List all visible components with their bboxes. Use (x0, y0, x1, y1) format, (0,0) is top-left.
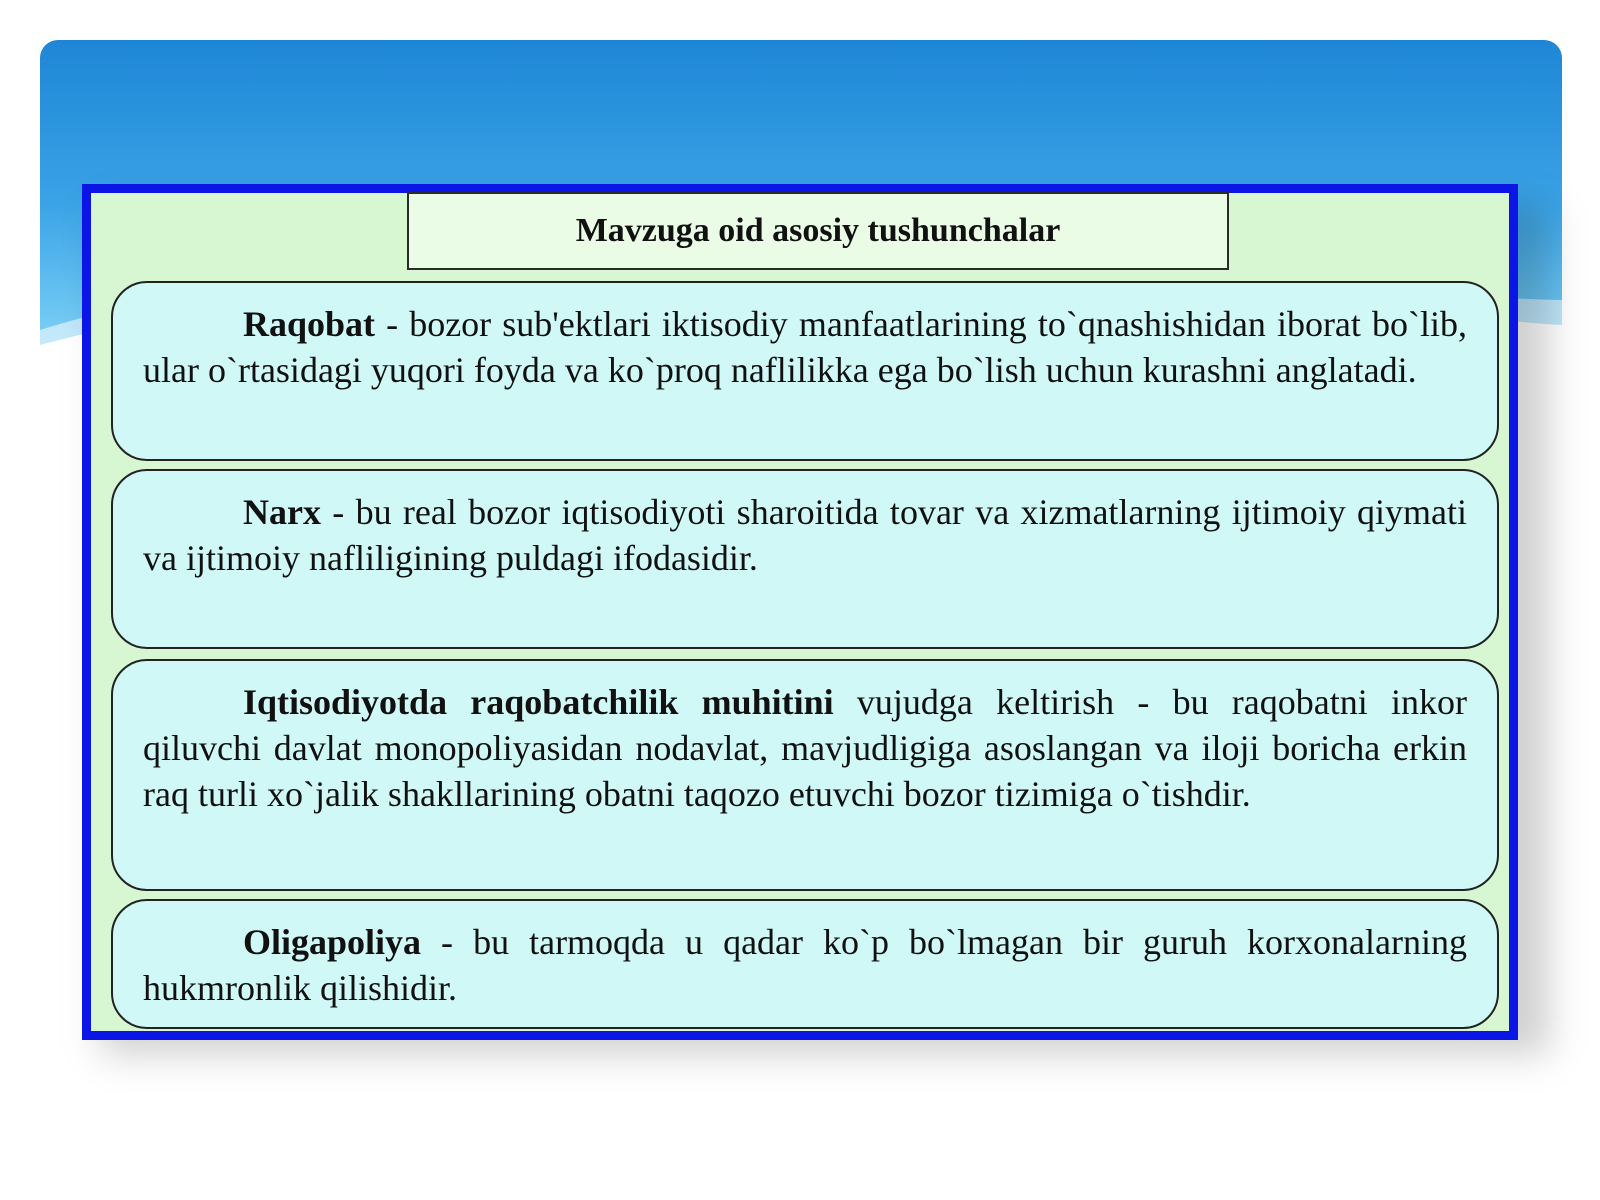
definition-card-raqobat-muhiti (111, 659, 1499, 891)
term: Oligapoliya (243, 922, 422, 962)
term: Iqtisodiyotda raqobatchilik muhitini (243, 682, 834, 722)
definition-text: - bozor sub'ektlari iktisodiy manfaatlarining to`qnashishidan iborat bo`lib, ular o`rtasidagi yuqori foyda va ko`proq naflilikka ega bo`lish uchun kurashni anglatadi. (143, 304, 1467, 390)
definition-text: - bu tarmoqda u qadar ko`p bo`lmagan bir guruh korxonalarning hukmronlik qilishidir. (143, 922, 1467, 1008)
definition-card-raqobat (111, 281, 1499, 461)
content-panel (82, 184, 1518, 1040)
slide-title: Mavzuga oid asosiy tushunchalar (407, 192, 1229, 270)
definition-card-oligapoliya (111, 899, 1499, 1029)
term: Raqobat (243, 304, 376, 344)
term: Narx (243, 492, 321, 532)
definition-card-narx (111, 469, 1499, 649)
definition-text: - bu real bozor iqtisodiyoti sharoitida tovar va xizmatlarning ijtimoiy qiymati va ijtimoiy nafliligining puldagi ifodasidir. (143, 492, 1467, 578)
definition-text: vujudga keltirish - bu raqobatni inkor qiluvchi davlat monopoliyasidan nodavlat, mavjudligiga asoslangan va iloji boricha erkin raq turli xo`jalik shakllarining obatni taqozo etuvchi bozor tizimiga o`tishdir. (143, 682, 1467, 814)
